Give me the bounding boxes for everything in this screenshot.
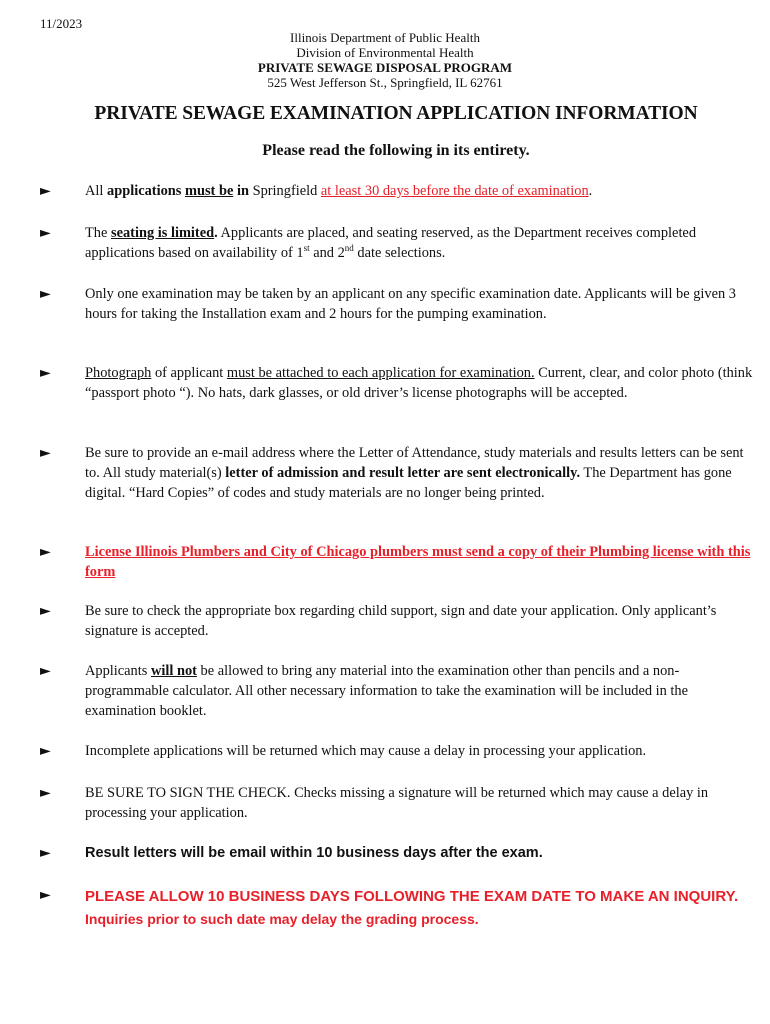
bullet-arrow-icon: ► — [40, 445, 51, 461]
bullet-arrow-icon: ► — [40, 286, 51, 302]
agency-header — [0, 30, 770, 90]
item-text: Result letters will be email within 10 business days after the exam. — [85, 845, 543, 861]
bullet-arrow-icon: ► — [40, 544, 51, 560]
bullet-arrow-icon: ► — [40, 225, 51, 241]
bullet-arrow-icon: ► — [40, 743, 51, 759]
bullet-arrow-icon: ► — [40, 365, 51, 381]
item-text: Incomplete applications will be returned which may cause a delay in processing your application. — [85, 743, 647, 759]
item-text: BE SURE TO SIGN THE CHECK. Checks missing a signature will be returned which may cause a delay in processing your application. — [85, 785, 709, 821]
item-text: Be sure to provide an e-mail address where the Letter of Attendance, study materials and results letters can be sent to. All study material(s) letter of admission and result letter are sent electronically. The Department has gone digital. “Hard Copies” of codes and study materials are no longer being printed. — [85, 445, 744, 501]
page-subtitle: Please read the following in its entirety. — [262, 142, 530, 159]
bullet-arrow-icon: ► — [40, 785, 51, 801]
item-text: Photograph of applicant must be attached to each application for examination. Current, clear, and color photo (think “passport photo “). No hats, dark glasses, or old driver’s license photographs will be accepted. — [85, 365, 753, 401]
item-text: PLEASE ALLOW 10 BUSINESS DAYS FOLLOWING THE EXAM DATE TO MAKE AN INQUIRY. Inquiries prior to such date may delay the grading process. — [85, 888, 739, 927]
bullet-arrow-icon: ► — [40, 845, 51, 861]
program-name: PRIVATE SEWAGE DISPOSAL PROGRAM — [257, 60, 513, 75]
agency-address: 525 West Jefferson St., Springfield, IL 62761 — [267, 75, 503, 90]
revision-date: 11/2023 — [40, 16, 83, 31]
item-text: The seating is limited. Applicants are placed, and seating reserved, as the Department receives completed applications based on availability of 1st and 2nd date selections. — [85, 225, 697, 261]
item-text: Applicants will not be allowed to bring any material into the examination other than pencils and a non-programmable calculator. All other necessary information to take the examination will be included in the examination booklet. — [85, 663, 689, 719]
item-text: Be sure to check the appropriate box regarding child support, sign and date your application. Only applicant’s signature is accepted. — [85, 603, 717, 639]
bullet-arrow-icon: ► — [40, 887, 51, 903]
bullet-arrow-icon: ► — [40, 183, 51, 199]
agency-name: Illinois Department of Public Health — [290, 30, 480, 45]
division-name: Division of Environmental Health — [296, 45, 474, 60]
page-title: PRIVATE SEWAGE EXAMINATION APPLICATION INFORMATION — [94, 103, 698, 124]
item-text: License Illinois Plumbers and City of Chicago plumbers must send a copy of their Plumbing license with this form — [85, 544, 751, 580]
bullet-arrow-icon: ► — [40, 603, 51, 619]
item-text: All applications must be in Springfield at least 30 days before the date of examination. — [85, 183, 593, 199]
bullet-arrow-icon: ► — [40, 663, 51, 679]
item-text: Only one examination may be taken by an applicant on any specific examination date. Applicants will be given 3 hours for taking the Installation exam and 2 hours for the pumping examination. — [85, 286, 736, 322]
